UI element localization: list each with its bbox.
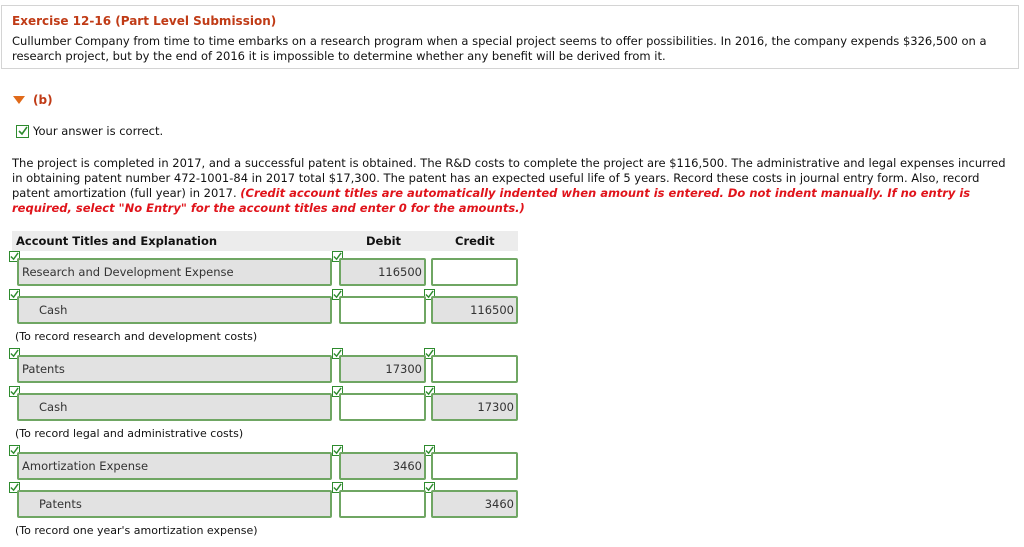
debit-field[interactable]: 116500 xyxy=(339,258,426,286)
account-title-field[interactable]: Research and Development Expense xyxy=(17,258,332,286)
credit-field[interactable]: 116500 xyxy=(431,296,518,324)
credit-field[interactable] xyxy=(431,355,518,383)
account-title-field[interactable]: Cash xyxy=(17,296,332,324)
credit-field[interactable] xyxy=(431,452,518,480)
answer-status xyxy=(16,124,163,138)
problem-statement xyxy=(12,156,1016,216)
credit-field[interactable]: 17300 xyxy=(431,393,518,421)
account-title-field[interactable]: Patents xyxy=(17,490,332,518)
debit-field[interactable] xyxy=(339,393,426,421)
exercise-description: Cullumber Company from time to time embarks on a research program when a special project seems to offer possibilities. In 2016, the company expends $326,500 on a research project, but by the end of 2016 it is impossible to determine whether any benefit will be derived from it. xyxy=(12,34,987,63)
status-text: Your answer is correct. xyxy=(33,124,164,138)
account-title-field[interactable]: Patents xyxy=(17,355,332,383)
debit-field[interactable] xyxy=(339,296,426,324)
problem-instruction: (Credit account titles are automatically indented when amount is entered. Do not indent manually. If no entry is required, select "No Entry" for the account titles and enter 0 for the amounts.) xyxy=(12,186,971,215)
header-credit: Credit xyxy=(455,234,495,248)
table-header xyxy=(12,231,518,251)
account-title-field[interactable]: Amortization Expense xyxy=(17,452,332,480)
credit-field[interactable]: 3460 xyxy=(431,490,518,518)
entry-note: (To record research and development costs) xyxy=(15,330,258,343)
header-debit: Debit xyxy=(366,234,402,248)
part-label: (b) xyxy=(33,93,53,107)
debit-field[interactable]: 17300 xyxy=(339,355,426,383)
problem-text: The project is completed in 2017, and a successful patent is obtained. The R&D costs to complete the project are $116,500. The administrative and legal expenses incurred in obtaining patent number 472-1001-84 in 2017 total $17,300. The patent has an expected useful life of 5 years. Record these costs in journal entry form. Also, record patent amortization (full year) in 2017. xyxy=(12,156,1006,200)
exercise-title: Exercise 12-16 (Part Level Submission) xyxy=(12,14,277,28)
debit-field[interactable]: 3460 xyxy=(339,452,426,480)
collapse-triangle-icon[interactable] xyxy=(13,96,25,104)
account-title-field[interactable]: Cash xyxy=(17,393,332,421)
checkmark-icon xyxy=(16,125,29,138)
entry-note: (To record legal and administrative costs) xyxy=(15,427,244,440)
debit-field[interactable] xyxy=(339,490,426,518)
entry-note: (To record one year's amortization expense) xyxy=(15,524,258,537)
header-account: Account Titles and Explanation xyxy=(16,234,218,248)
credit-field[interactable] xyxy=(431,258,518,286)
part-toggle[interactable] xyxy=(13,93,53,107)
